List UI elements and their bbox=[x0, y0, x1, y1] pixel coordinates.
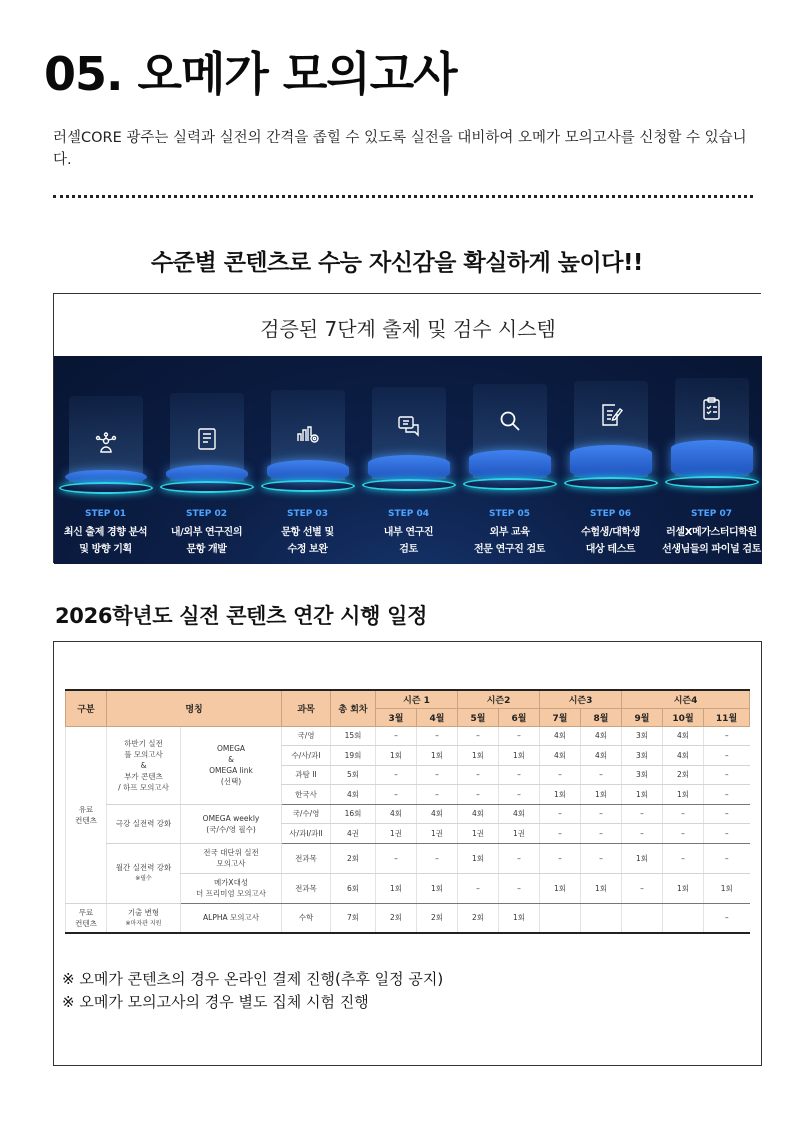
month-cell: 1회 bbox=[704, 873, 750, 903]
table-row bbox=[66, 843, 750, 873]
dotted-divider bbox=[53, 195, 753, 198]
col-category: 구분 bbox=[66, 690, 107, 726]
step-number: STEP 01 bbox=[84, 509, 127, 519]
month-cell: – bbox=[704, 824, 750, 844]
month-mar: 3월 bbox=[376, 708, 417, 726]
month-cell: 4회 bbox=[417, 804, 458, 824]
total-cell: 4회 bbox=[331, 785, 376, 805]
step-description bbox=[459, 524, 560, 558]
month-cell: – bbox=[704, 903, 750, 933]
month-cell: – bbox=[704, 804, 750, 824]
program-past bbox=[107, 903, 181, 933]
subject-cell: 수/사/과I bbox=[282, 746, 331, 766]
month-cell: – bbox=[581, 804, 622, 824]
step-ring bbox=[665, 476, 759, 488]
step-ring bbox=[59, 482, 153, 494]
month-cell: – bbox=[499, 726, 540, 746]
month-cell: – bbox=[622, 824, 663, 844]
total-cell: 19회 bbox=[331, 746, 376, 766]
step-pedestal bbox=[469, 450, 551, 480]
step-desc-line1: 내부 연구진 bbox=[383, 527, 434, 538]
month-cell: 1회 bbox=[622, 843, 663, 873]
program-monthly-note: ※필수 bbox=[135, 875, 152, 882]
intro-text: 러셀CORE 광주는 실력과 실전의 간격을 좁힐 수 있도록 실전을 대비하여 오메가 모의고사를 신청할 수 있습니다. bbox=[53, 130, 747, 168]
category-free: 무료 컨텐츠 bbox=[66, 903, 107, 933]
total-cell: 4권 bbox=[331, 824, 376, 844]
edit-document-icon bbox=[598, 402, 624, 428]
month-cell: 4회 bbox=[663, 726, 704, 746]
month-cell bbox=[581, 903, 622, 933]
month-cell: 4회 bbox=[540, 726, 581, 746]
month-cell: – bbox=[540, 843, 581, 873]
step-pedestal bbox=[671, 440, 753, 478]
month-cell: – bbox=[663, 824, 704, 844]
month-cell: 1회 bbox=[581, 873, 622, 903]
month-cell: 4회 bbox=[376, 804, 417, 824]
month-cell: – bbox=[540, 804, 581, 824]
month-cell: 3회 bbox=[622, 765, 663, 785]
month-cell: 1회 bbox=[499, 746, 540, 766]
step-ring bbox=[362, 479, 456, 491]
total-cell: 7회 bbox=[331, 903, 376, 933]
step-item bbox=[560, 356, 661, 564]
step-desc-line1: 러셀X메가스터디학원 bbox=[666, 527, 757, 538]
month-cell: – bbox=[417, 785, 458, 805]
subject-cell: 과탐 II bbox=[282, 765, 331, 785]
month-cell: – bbox=[376, 843, 417, 873]
col-subject: 과목 bbox=[282, 690, 331, 726]
step-description bbox=[560, 524, 661, 558]
step-number: STEP 06 bbox=[589, 509, 632, 519]
month-may: 5월 bbox=[458, 708, 499, 726]
step-number: STEP 04 bbox=[387, 509, 430, 519]
month-cell: 2회 bbox=[417, 903, 458, 933]
month-cell: – bbox=[581, 765, 622, 785]
month-cell: 1권 bbox=[499, 824, 540, 844]
month-cell: – bbox=[417, 726, 458, 746]
month-aug: 8월 bbox=[581, 708, 622, 726]
total-cell: 16회 bbox=[331, 804, 376, 824]
month-cell: 1권 bbox=[376, 824, 417, 844]
table-row bbox=[66, 804, 750, 824]
month-cell: – bbox=[376, 765, 417, 785]
step-desc-line2: 전문 연구진 검토 bbox=[474, 544, 545, 555]
program-past-label: 기출 변형 bbox=[127, 907, 160, 917]
col-name: 명칭 bbox=[107, 690, 282, 726]
month-cell: 1회 bbox=[458, 843, 499, 873]
checklist-icon bbox=[699, 396, 725, 422]
program-monthly bbox=[107, 843, 181, 903]
month-cell: – bbox=[540, 765, 581, 785]
month-cell: 2회 bbox=[458, 903, 499, 933]
total-cell: 2회 bbox=[331, 843, 376, 873]
month-cell: – bbox=[376, 785, 417, 805]
program-half: 하반기 실전 풀 모의고사 & 부가 콘텐츠 / 하프 모의고사 bbox=[107, 726, 181, 804]
program-detail: 전국 대단위 실전 모의고사 bbox=[181, 843, 282, 873]
program-detail: 메가X대성 더 프리미엄 모의고사 bbox=[181, 873, 282, 903]
step-item bbox=[358, 356, 459, 564]
notes bbox=[62, 968, 443, 1014]
month-cell: – bbox=[458, 765, 499, 785]
note-payment: ※ 오메가 콘텐츠의 경우 온라인 결제 진행(추후 일정 공지) bbox=[62, 970, 444, 988]
step-ring bbox=[463, 478, 557, 490]
magnifier-icon bbox=[497, 408, 523, 434]
program-omega: OMEGA & OMEGA link (선택) bbox=[181, 726, 282, 804]
month-cell: – bbox=[417, 843, 458, 873]
network-person-icon bbox=[93, 432, 119, 458]
step-desc-line1: 최신 출제 경향 분석 bbox=[63, 527, 148, 538]
month-cell: – bbox=[704, 765, 750, 785]
season-1: 시즌 1 bbox=[376, 690, 458, 708]
month-cell: 1권 bbox=[458, 824, 499, 844]
month-jun: 6월 bbox=[499, 708, 540, 726]
month-cell: 1회 bbox=[376, 873, 417, 903]
month-cell: 1회 bbox=[376, 746, 417, 766]
subject-cell: 전과목 bbox=[282, 873, 331, 903]
month-cell bbox=[622, 903, 663, 933]
step-item bbox=[156, 356, 257, 564]
step-desc-line1: 외부 교육 bbox=[489, 527, 530, 538]
program-alpha: ALPHA 모의고사 bbox=[181, 903, 282, 933]
category-paid: 유료 컨텐츠 bbox=[66, 726, 107, 903]
step-desc-line1: 수험생/대학생 bbox=[581, 527, 640, 538]
step-desc-line2: 문항 개발 bbox=[186, 544, 227, 555]
program-weekly: OMEGA weekly (국/수/영 필수) bbox=[181, 804, 282, 843]
step-number: STEP 02 bbox=[185, 509, 228, 519]
month-cell: – bbox=[458, 785, 499, 805]
subject-cell: 한국사 bbox=[282, 785, 331, 805]
month-cell: 1회 bbox=[622, 785, 663, 805]
month-nov: 11월 bbox=[704, 708, 750, 726]
month-cell: – bbox=[663, 804, 704, 824]
month-cell: 4회 bbox=[581, 746, 622, 766]
month-cell: 1회 bbox=[417, 746, 458, 766]
month-cell: 2회 bbox=[663, 765, 704, 785]
schedule-table bbox=[65, 689, 750, 934]
month-cell: – bbox=[376, 726, 417, 746]
month-cell: – bbox=[499, 785, 540, 805]
program-polar: 극강 실전력 강화 bbox=[107, 804, 181, 843]
step-description bbox=[358, 524, 459, 558]
step-desc-line1: 내/외부 연구진의 bbox=[170, 527, 243, 538]
step-number: STEP 07 bbox=[690, 509, 733, 519]
step-ring bbox=[261, 480, 355, 492]
table-row bbox=[66, 903, 750, 933]
season-3: 시즌3 bbox=[540, 690, 622, 708]
month-cell: 2회 bbox=[376, 903, 417, 933]
schedule-heading: 2026학년도 실전 콘텐츠 연간 시행 일정 bbox=[55, 604, 428, 628]
total-cell: 6회 bbox=[331, 873, 376, 903]
month-cell: 1회 bbox=[540, 785, 581, 805]
system-section bbox=[53, 293, 761, 563]
month-cell: – bbox=[540, 824, 581, 844]
total-cell: 5회 bbox=[331, 765, 376, 785]
subject-cell: 사/과I/과II bbox=[282, 824, 331, 844]
season-2: 시즌2 bbox=[458, 690, 540, 708]
month-cell: – bbox=[499, 765, 540, 785]
system-title: 검증된 7단계 출제 및 검수 시스템 bbox=[260, 317, 556, 341]
month-cell: 3회 bbox=[622, 746, 663, 766]
program-monthly-label: 월간 실전력 강화 bbox=[115, 863, 172, 872]
month-cell: – bbox=[458, 726, 499, 746]
step-desc-line2: 및 방향 기획 bbox=[79, 544, 132, 555]
subject-cell: 국/영 bbox=[282, 726, 331, 746]
month-cell: – bbox=[458, 873, 499, 903]
step-pedestal bbox=[267, 460, 349, 482]
month-cell: 3회 bbox=[622, 726, 663, 746]
month-jul: 7월 bbox=[540, 708, 581, 726]
chat-bubbles-icon bbox=[396, 414, 422, 440]
month-cell: 1권 bbox=[417, 824, 458, 844]
month-cell: 4회 bbox=[499, 804, 540, 824]
step-description bbox=[257, 524, 358, 558]
month-cell: – bbox=[417, 765, 458, 785]
step-item bbox=[661, 356, 762, 564]
month-cell: – bbox=[704, 843, 750, 873]
step-ring bbox=[160, 481, 254, 493]
month-cell: – bbox=[499, 843, 540, 873]
month-cell: 1회 bbox=[417, 873, 458, 903]
step-item bbox=[257, 356, 358, 564]
subject-cell: 국/수/영 bbox=[282, 804, 331, 824]
step-desc-line2: 선생님들의 파이널 검토 bbox=[662, 544, 761, 555]
month-cell: 1회 bbox=[458, 746, 499, 766]
page-title: 05. 오메가 모의고사 bbox=[44, 47, 457, 101]
step-description bbox=[55, 524, 156, 558]
month-oct: 10월 bbox=[663, 708, 704, 726]
month-cell: 1회 bbox=[663, 873, 704, 903]
step-item bbox=[55, 356, 156, 564]
step-desc-line2: 대상 테스트 bbox=[585, 544, 636, 555]
document-list-icon bbox=[194, 426, 220, 452]
steps-panel bbox=[54, 356, 762, 564]
subject-cell: 전과목 bbox=[282, 843, 331, 873]
step-description bbox=[156, 524, 257, 558]
month-cell: – bbox=[704, 746, 750, 766]
month-cell: 1회 bbox=[499, 903, 540, 933]
subject-cell: 수학 bbox=[282, 903, 331, 933]
table-row bbox=[66, 726, 750, 746]
month-cell: – bbox=[581, 843, 622, 873]
step-number: STEP 05 bbox=[488, 509, 531, 519]
step-pedestal bbox=[570, 445, 652, 479]
note-exam: ※ 오메가 모의고사의 경우 별도 집체 시험 진행 bbox=[62, 993, 369, 1011]
col-total: 총 회차 bbox=[331, 690, 376, 726]
month-cell: – bbox=[704, 726, 750, 746]
month-cell: – bbox=[704, 785, 750, 805]
month-cell: 1회 bbox=[540, 873, 581, 903]
month-cell: 4회 bbox=[581, 726, 622, 746]
month-cell: 4회 bbox=[540, 746, 581, 766]
month-cell: 1회 bbox=[581, 785, 622, 805]
step-desc-line1: 문항 선별 및 bbox=[281, 527, 334, 538]
step-ring bbox=[564, 477, 658, 489]
month-cell: 4회 bbox=[663, 746, 704, 766]
headline: 수준별 콘텐츠로 수능 자신감을 확실하게 높이다!! bbox=[151, 250, 643, 276]
step-desc-line2: 검토 bbox=[399, 544, 418, 555]
month-cell: – bbox=[622, 804, 663, 824]
step-item bbox=[459, 356, 560, 564]
month-cell bbox=[663, 903, 704, 933]
step-pedestal bbox=[368, 455, 450, 481]
month-cell: – bbox=[581, 824, 622, 844]
month-apr: 4월 bbox=[417, 708, 458, 726]
month-cell bbox=[540, 903, 581, 933]
program-past-note: ※마자관 지원 bbox=[125, 919, 162, 927]
month-cell: 1회 bbox=[663, 785, 704, 805]
chart-gear-icon bbox=[295, 420, 321, 446]
step-description bbox=[661, 524, 762, 558]
total-cell: 15회 bbox=[331, 726, 376, 746]
month-sep: 9월 bbox=[622, 708, 663, 726]
month-cell: 4회 bbox=[458, 804, 499, 824]
step-number: STEP 03 bbox=[286, 509, 329, 519]
month-cell: – bbox=[622, 873, 663, 903]
schedule-box bbox=[53, 641, 762, 1066]
step-desc-line2: 수정 보완 bbox=[287, 544, 328, 555]
month-cell: – bbox=[499, 873, 540, 903]
month-cell: – bbox=[663, 843, 704, 873]
season-4: 시즌4 bbox=[622, 690, 750, 708]
